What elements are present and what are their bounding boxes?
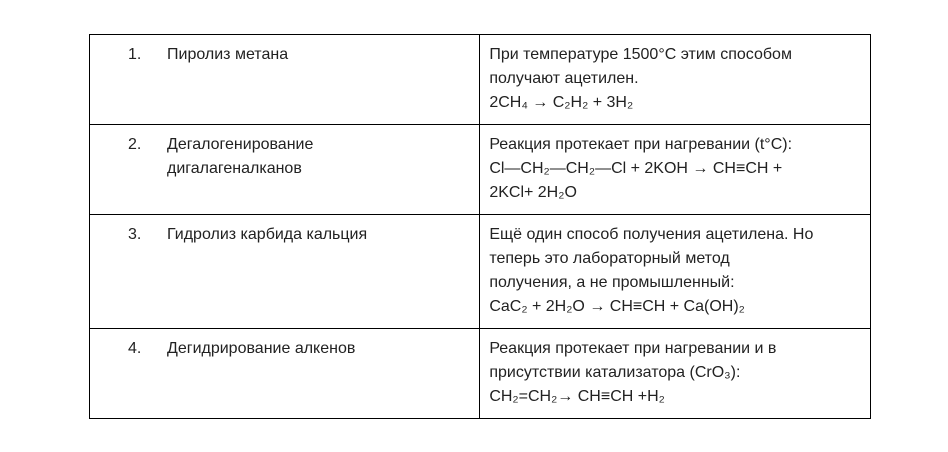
description-line: получают ацетилен. [489,70,639,87]
numbered-item [99,43,471,67]
description-cell [480,35,871,125]
table-row [90,329,871,419]
numbered-item [99,223,471,247]
table-row [90,35,871,125]
numbered-item [99,133,471,181]
method-title-line: Дегалогенирование [167,136,314,153]
method-title [167,223,471,247]
method-title-line: дигалагеналканов [167,160,302,177]
description-line: Реакция протекает при нагревании и в [489,340,777,357]
description-line: При температуре 1500°C этим способом [489,46,792,63]
method-cell [90,125,480,215]
table-row [90,125,871,215]
method-cell [90,215,480,329]
method-cell [90,35,480,125]
description-line: присутствии катализатора (CrO₃): [489,364,741,381]
numbered-item [99,337,471,361]
reaction-equation: 2CH₄ → C₂H₂ + 3H₂ [489,94,634,111]
description-line: теперь это лабораторный метод [489,250,730,267]
description-cell [480,329,871,419]
reaction-equation: CaC₂ + 2H₂O → CH≡CH + Ca(OH)₂ [489,298,745,315]
description-cell [480,215,871,329]
reaction-equation: CH₂=CH₂→ CH≡CH +H₂ [489,388,665,405]
description-cell [480,125,871,215]
method-title-line: Пиролиз метана [167,46,289,63]
method-title-line: Дегидрирование алкенов [167,340,356,357]
item-number: 3. [128,226,142,243]
method-title [167,337,471,361]
item-number: 1. [128,46,142,63]
description-line: Реакция протекает при нагревании (t°C): [489,136,793,153]
item-number: 2. [128,136,142,153]
item-number: 4. [128,340,142,357]
reaction-equation: Cl—CH₂—CH₂—Cl + 2KOH → CH≡CH + [489,160,783,177]
method-title-line: Гидролиз карбида кальция [167,226,368,243]
method-title [167,43,471,67]
description-line: Ещё один способ получения ацетилена. Но [489,226,814,243]
reaction-equation: 2KCl+ 2H₂O [489,184,577,201]
description-line: получения, а не промышленный: [489,274,735,291]
method-cell [90,329,480,419]
method-title [167,133,471,181]
table-row [90,215,871,329]
acetylene-production-table [89,34,871,419]
